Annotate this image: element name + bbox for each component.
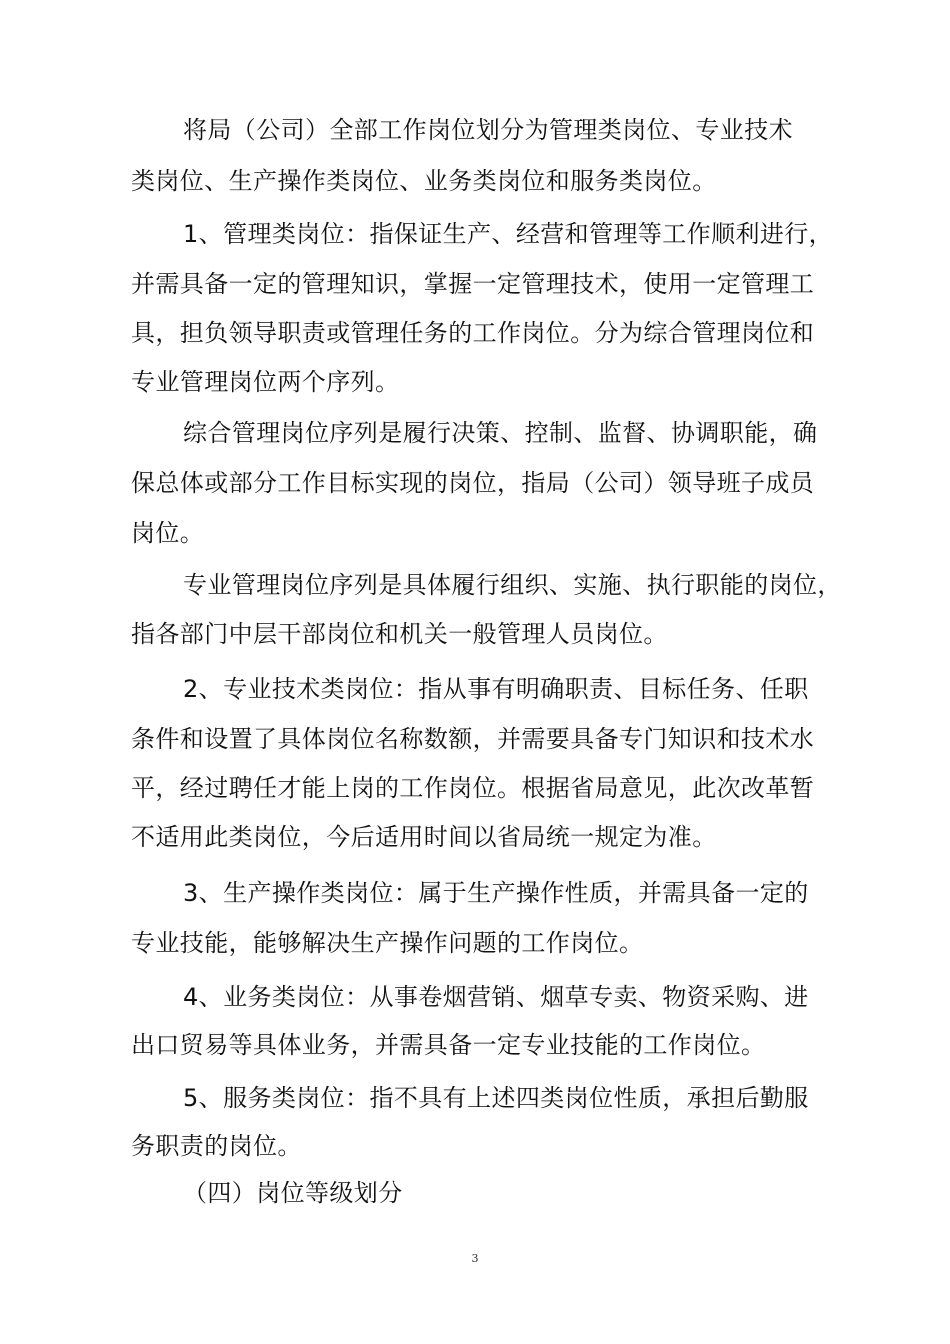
paragraph-line: 出口贸易等具体业务，并需具备一定专业技能的工作岗位。 xyxy=(131,1031,766,1059)
paragraph-line: 4、业务类岗位：从事卷烟营销、烟草专卖、物资采购、进 xyxy=(183,983,809,1011)
paragraph-line: 并需具备一定的管理知识，掌握一定管理技术，使用一定管理工 xyxy=(131,270,815,298)
paragraph-line: 3、生产操作类岗位：属于生产操作性质，并需具备一定的 xyxy=(183,879,809,907)
paragraph-line: 专业管理岗位两个序列。 xyxy=(131,368,400,396)
paragraph-line: 类岗位、生产操作类岗位、业务类岗位和服务类岗位。 xyxy=(131,167,717,195)
paragraph-line: 专业管理岗位序列是具体履行组织、实施、执行职能的岗位， xyxy=(183,571,842,599)
paragraph-line: 将局（公司）全部工作岗位划分为管理类岗位、专业技术 xyxy=(183,116,793,144)
paragraph-line: 平，经过聘任才能上岗的工作岗位。根据省局意见，此次改革暂 xyxy=(131,774,815,802)
paragraph-line: 保总体或部分工作目标实现的岗位，指局（公司）领导班子成员 xyxy=(131,469,815,497)
paragraph-line: 条件和设置了具体岗位名称数额，并需要具备专门知识和技术水 xyxy=(131,725,815,753)
section-heading: （四）岗位等级划分 xyxy=(183,1179,403,1207)
paragraph-line: 综合管理岗位序列是履行决策、控制、监督、协调职能，确 xyxy=(183,419,818,447)
page-number: 3 xyxy=(471,1252,479,1265)
paragraph-line: 岗位。 xyxy=(131,519,205,547)
paragraph-line: 不适用此类岗位，今后适用时间以省局统一规定为准。 xyxy=(131,823,717,851)
paragraph-line: 具，担负领导职责或管理任务的工作岗位。分为综合管理岗位和 xyxy=(131,319,815,347)
paragraph-line: 2、专业技术类岗位：指从事有明确职责、目标任务、任职 xyxy=(183,675,809,703)
paragraph-line: 指各部门中层干部岗位和机关一般管理人员岗位。 xyxy=(131,620,668,648)
paragraph-line: 专业技能，能够解决生产操作问题的工作岗位。 xyxy=(131,929,644,957)
paragraph-line: 务职责的岗位。 xyxy=(131,1132,302,1160)
paragraph-line: 1、管理类岗位：指保证生产、经营和管理等工作顺利进行， xyxy=(183,220,834,248)
paragraph-line: 5、服务类岗位：指不具有上述四类岗位性质，承担后勤服 xyxy=(183,1084,809,1112)
